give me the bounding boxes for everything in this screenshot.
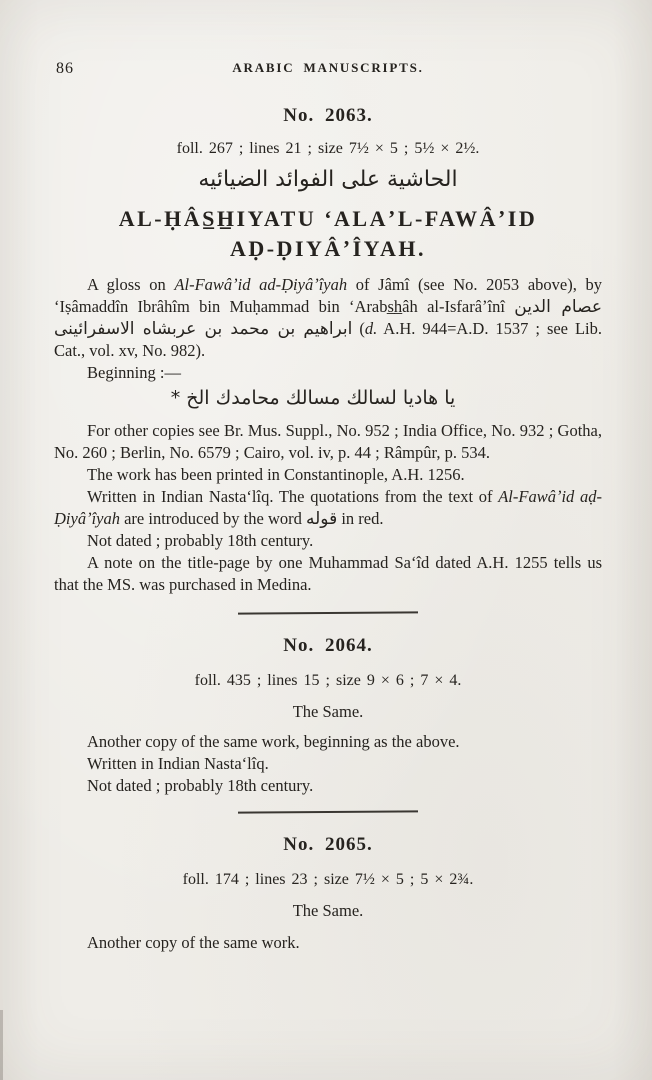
collation-line: foll. 174 ; lines 23 ; size 7½ × 5 ; 5 × 2¾. [182,871,474,888]
work-title [54,204,602,264]
gloss-text: A gloss on [87,275,175,294]
section-divider [238,810,418,813]
entry-number-heading: No. 2064. [283,635,373,656]
gloss-text: ( [352,319,365,338]
entry-number-heading: No. 2063. [283,105,373,126]
dating-paragraph: Not dated ; probably 18th century. [87,531,314,550]
other-copies-paragraph: For other copies see Br. Mus. Suppl., No. 952 ; India Office, No. 932 ; Gotha, No. 260 ; Berlin, No. 6579 ; Cairo, vol. iv, p. 44 ; Râmpûr, p. 534. [54,421,602,462]
author-name-arabic: عصام الدين ابراهيم بن محمد بن عربشاه الاسفرائينى [54,297,602,339]
copy-paragraph: Another copy of the same work, beginning as the above. [87,732,460,751]
work-title-line2: AḌ-ḌIYÂʼÎYAH. [229,236,427,261]
the-same-subtitle: The Same. [292,702,364,721]
arabic-work-title: الحاشية على الفوائد الضيائيه [198,167,458,192]
page-header [54,60,602,78]
beginning-arabic-line: يا هاديا لسالك مسالك محامدك الخ * [170,387,456,409]
copy-paragraph: Another copy of the same work. [87,933,300,952]
work-title-italic: Al-Fawâʼid ad-Ḍiyâʼîyah [174,275,348,294]
died-abbrev-italic: d. [364,319,378,338]
gloss-text: A.H. 944=A.D. 1537 ; see Lib. Cat., vol. xv, No. 982). [54,319,603,360]
dating-paragraph: Not dated ; probably 18th century. [87,776,314,795]
note-paragraph: A note on the title-page by one Muhammad Saʻîd dated A.H. 1255 tells us that the MS. was purchased in Medina. [54,553,602,594]
written-text: are introduced by the word [119,509,307,528]
scan-edge-artifact [0,1010,3,1080]
written-text: in red. [337,509,384,528]
gloss-text: of Jâmî (see No. 2053 above), by ʻIṣâmaddîn Ibrâhîm bin Muḥammad bin ʻArabs̲h̲âh al-Isfarâʼînî [54,275,602,316]
gloss-paragraph [54,274,602,362]
entry-number-heading: No. 2065. [283,834,373,855]
the-same-subtitle: The Same. [292,901,364,920]
entry-2063 [54,104,602,596]
written-paragraph: Written in Indian Nastaʻlîq. [87,754,269,773]
collation-line: foll. 267 ; lines 21 ; size 7½ × 5 ; 5½ × 2½. [176,140,480,157]
section-divider [238,611,418,614]
beginning-label: Beginning :— [87,363,181,382]
qauluhu-word-arabic: قوله [306,509,338,529]
entry-2064 [54,634,602,797]
written-text: Written in Indian Nastaʻlîq. The quotations from the text of [87,487,499,506]
running-title: ARABIC MANUSCRIPTS. [232,60,424,75]
collation-line: foll. 435 ; lines 15 ; size 9 × 6 ; 7 × 4. [194,672,462,689]
work-title-italic: Al-Fawâʼid aḍ-Ḍiyâʼîyah [54,487,602,528]
page-number: 86 [56,60,74,77]
written-paragraph [54,486,602,530]
entry-2065 [54,833,602,954]
work-title-line1: AL-ḤÂS̲H̲IYATU ʻALAʼL-FAWÂʼID [118,206,538,231]
printed-paragraph: The work has been printed in Constantinople, A.H. 1256. [87,465,465,484]
